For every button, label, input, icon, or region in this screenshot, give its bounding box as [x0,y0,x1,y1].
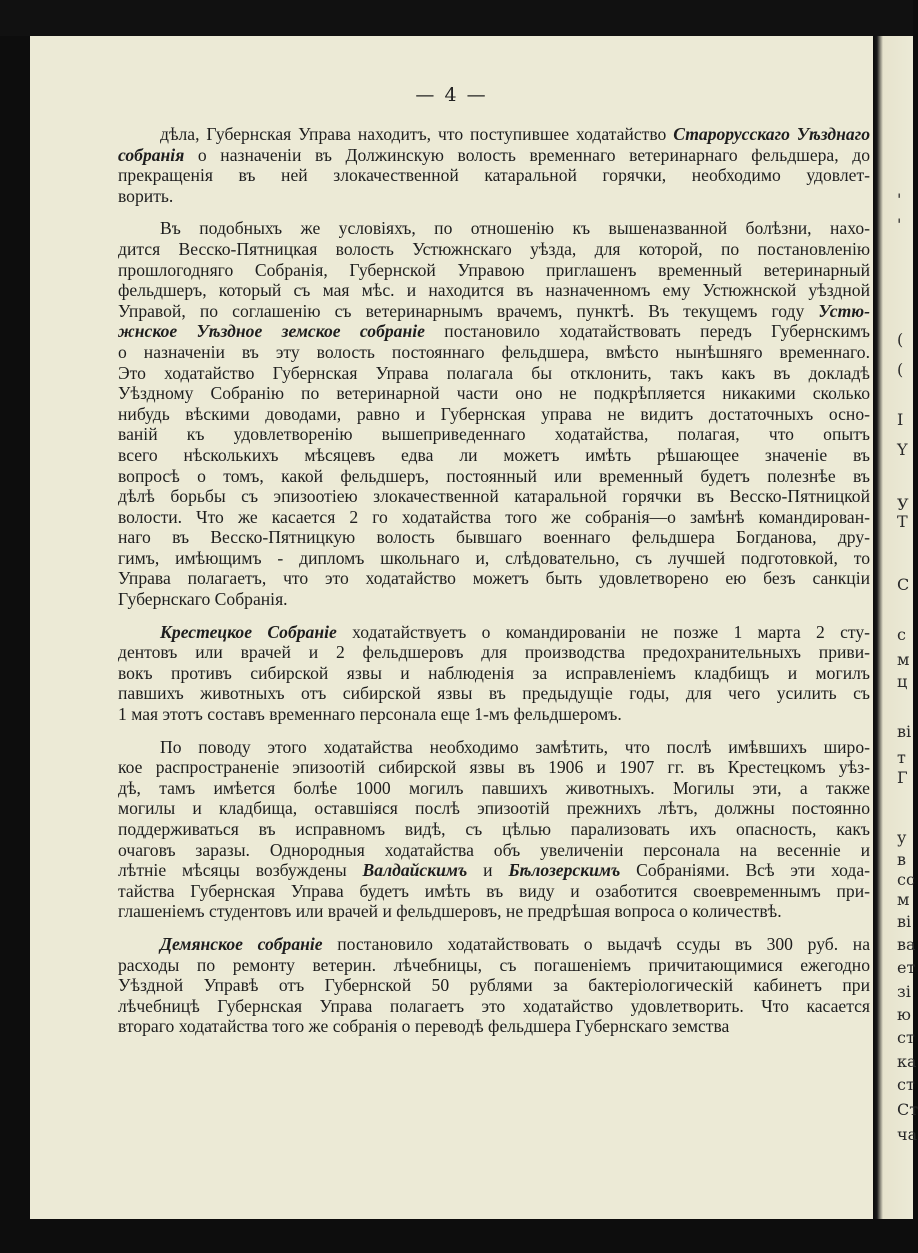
emphasis-run: Демянское собраніе [160,933,323,954]
text-line [118,404,870,425]
edge-glyph: C [897,575,910,594]
text-line [118,486,870,507]
edge-glyph: ( [897,330,904,349]
text-run: По поводу этого ходатайства необходимо замѣтить, что послѣ имѣвшихъ широ- [160,736,870,757]
text-line [118,996,870,1017]
text-run: Собраніями. Всѣ эти хода- [620,860,870,881]
text-line [118,466,870,487]
text-line [118,975,870,996]
edge-glyph: ва [897,935,916,954]
scan-border [0,0,913,36]
emphasis-run: Бѣлозерскимъ [508,860,621,881]
text-line [118,663,870,684]
text-line [118,955,870,976]
text-run: Въ подобныхъ же условіяхъ, по отношенію къ вышеназванной болѣзни, нахо- [160,218,870,239]
emphasis-run: Крестецкое Собраніе [160,621,337,642]
text-line [118,642,870,663]
text-run: ваній къ удовлетворенію вышеприведеннаго ходатайства, полагая, что опытъ [118,424,870,445]
edge-glyph: Y [897,440,908,459]
edge-glyph: ка [897,1052,917,1071]
text-run: дѣлѣ борьбы съ эпизоотіею злокачественной катаральной горячки въ Весско-Пятницкой [118,486,870,507]
text-run: Это ходатайство Губернская Управа полагала бы отклонить, такъ какъ въ докладѣ [118,362,870,383]
edge-glyph: зі [897,982,911,1001]
text-line [118,507,870,528]
edge-glyph: ві [897,722,912,741]
text-run: ходатайствуетъ о командированіи не позже 1 марта 2 сту- [336,621,870,642]
text-run: всего нѣсколькихъ мѣсяцевъ едва ли можетъ имѣть рѣшающее значеніе въ [118,444,870,465]
edge-glyph: Т [897,512,908,531]
text-line [118,239,870,260]
document-body [118,124,870,1049]
text-line [118,548,870,569]
text-line [118,881,870,902]
text-line [118,860,870,881]
edge-glyph: ц [897,672,908,691]
edge-glyph: У [897,495,909,514]
page-number: — 4 — [415,84,488,106]
paragraph [118,737,870,922]
text-line [118,186,870,207]
edge-glyph: у [897,828,907,847]
text-run: Уѣздной Управѣ отъ Губернской 50 рублями за бактеріологическій кабинетъ при [118,975,870,996]
text-run: о назначеніи въ Должинскую волость временнаго ветеринарнаго фельдшера, до [184,144,870,165]
edge-glyph: с [897,625,906,644]
text-run: о назначеніи въ эту волость постояннаго фельдшера, вмѣсто нынѣшняго временнаго. [118,341,870,362]
text-run: глашеніемъ студентовъ или врачей и фельдшеровъ, не предрѣшая вопроса о количествѣ. [118,901,782,922]
text-run: очаговъ заразы. Однородныя ходатайства объ увеличеніи персонала на весенніе и [118,839,870,860]
text-run: втораго ходатайства того же собранія о переводѣ фельдшера Губернскаго земства [118,1016,730,1037]
edge-glyph: м [897,650,910,669]
text-run: лѣчебницѣ Губернская Управа полагаетъ это ходатайство удовлетворить. Что касается [118,995,870,1016]
text-run: Управа полагаетъ, что это ходатайство можетъ быть удовлетворено ею безъ санкціи [118,568,870,589]
text-line [118,568,870,589]
text-line [118,124,870,145]
edge-glyph: сс [897,870,915,889]
text-run: поддерживаться въ исправномъ видѣ, съ цѣлью парализовать ихъ опасность, какъ [118,819,870,839]
edge-glyph: ет [897,958,916,977]
text-run: Губернскаго Собранія. [118,589,288,610]
text-line [118,342,870,363]
text-run: дится Весско-Пятницкая волость Устюжнскаго уѣзда, для которой, по постановленію [118,238,870,259]
edge-glyph: ю [897,1005,911,1024]
text-line [118,622,870,643]
edge-glyph: ( [897,360,904,379]
text-line [118,527,870,548]
text-line [118,737,870,758]
text-line [118,218,870,239]
emphasis-run: жнское Уѣздное земское собраніе [118,321,425,342]
edge-glyph: ст [897,1028,915,1047]
text-run: постановило ходатайствовать о выдачѣ ссуды въ 300 руб. на [322,933,871,954]
text-line [118,1016,870,1037]
text-line [118,840,870,861]
text-run: кое распространеніе эпизоотій сибирской язвы въ 1906 и 1907 гг. въ Крестецкомъ уѣз- [118,757,870,778]
text-run: Управой, по соглашенію съ ветеринарнымъ врачемъ, пунктѣ. Въ текущемъ году [118,300,819,321]
text-run: могилы и кладбища, оставшіяся послѣ эпизоотій прежнихъ лѣтъ, должны постоянно [118,798,870,819]
emphasis-run: собранія [118,144,185,165]
text-line [118,589,870,610]
text-run: прекращенія въ ней злокачественной катаральной горячки, необходимо удовлет- [118,165,870,186]
text-run: ворить. [118,185,174,206]
edge-glyph: Г [897,768,908,787]
text-run: дѣла, Губернская Управа находитъ, что поступившее ходатайство [160,124,674,144]
text-run: гимъ, имѣющимъ - дипломъ школьнаго и, слѣдовательно, съ лучшей подготовкой, то [118,547,870,568]
text-run: наго въ Весско-Пятницкую волость бывшаго военнаго фельдшера Богданова, дру- [118,527,870,548]
paragraph [118,124,870,206]
edge-glyph: ст [897,1075,915,1094]
next-page-edge [873,36,918,1219]
paragraph [118,622,870,725]
text-line [118,757,870,778]
text-run: расходы по ремонту ветерин. лѣчебницы, съ погашеніемъ причитающимися ежегодно [118,954,870,975]
text-line [118,683,870,704]
text-run: прошлогодняго Собранія, Губернской Управою приглашенъ временный ветеринарный [118,259,870,280]
edge-glyph: ві [897,912,912,931]
edge-glyph: т [897,748,906,767]
text-line [118,280,870,301]
text-run: дѣ, тамъ имѣется болѣе 1000 могилъ павшихъ животныхъ. Могилы эти, а также [118,777,870,798]
edge-glyph: ' [897,215,902,234]
text-run: волости. Что же касается 2 го ходатайства того же собранія—о замѣнѣ командирован- [118,506,870,527]
text-run: и [467,860,509,881]
text-run: 1 мая этотъ составъ временнаго персонала еще 1-мъ фельдшеромъ. [118,704,622,725]
text-run: павшихъ животныхъ отъ сибирской язвы въ предыдущіе годы, для чего усилить съ [118,683,870,704]
text-line [118,145,870,166]
text-line [118,704,870,725]
edge-glyph: Ст [897,1100,918,1119]
edge-glyph: ' [897,190,902,209]
text-run: дентовъ или врачей и 2 фельдшеровъ для производства предохранительныхъ приви- [118,642,870,663]
edge-glyph: I [897,410,904,429]
document-page [30,36,873,1219]
text-run: тайства Губернская Управа будетъ имѣть въ виду и озаботится своевременнымъ при- [118,880,870,901]
text-run: лѣтніе мѣсяцы возбуждены [118,860,363,881]
text-line [118,321,870,342]
text-line [118,934,870,955]
text-line [118,819,870,840]
text-line [118,260,870,281]
text-line [118,301,870,322]
text-run: нибудь вѣскими доводами, равно и Губернская управа не видитъ достаточныхъ осно- [118,403,870,424]
text-line [118,165,870,186]
text-line [118,778,870,799]
emphasis-run: Валдайскимъ [362,860,468,881]
edge-glyph: м [897,890,910,909]
edge-glyph: в [897,850,907,869]
paragraph [118,218,870,609]
text-line [118,798,870,819]
text-run: Уѣздному Собранію по ветеринарной части оно не подкрѣпляется никакими сколько [118,383,870,404]
text-line [118,363,870,384]
emphasis-run: Старорусскаго Уѣзднаго [673,124,870,144]
text-run: фельдшеръ, который съ мая мѣс. и находится въ назначенномъ ему Устюжнской уѣздной [118,280,870,301]
edge-glyph: ча [897,1125,918,1144]
text-line [118,424,870,445]
text-run: вопросѣ о томъ, какой фельдшеръ, постоянный или временный будетъ полезнѣе въ [118,465,870,486]
text-run: вокъ противъ сибирской язвы и наблюденія за исправленіемъ кладбищъ и могилъ [118,662,870,683]
text-run: постановило ходатайствовать передъ Губернскимъ [424,321,870,342]
text-line [118,445,870,466]
emphasis-run: Устю- [818,300,870,321]
paragraph [118,934,870,1037]
text-line [118,383,870,404]
text-line [118,901,870,922]
